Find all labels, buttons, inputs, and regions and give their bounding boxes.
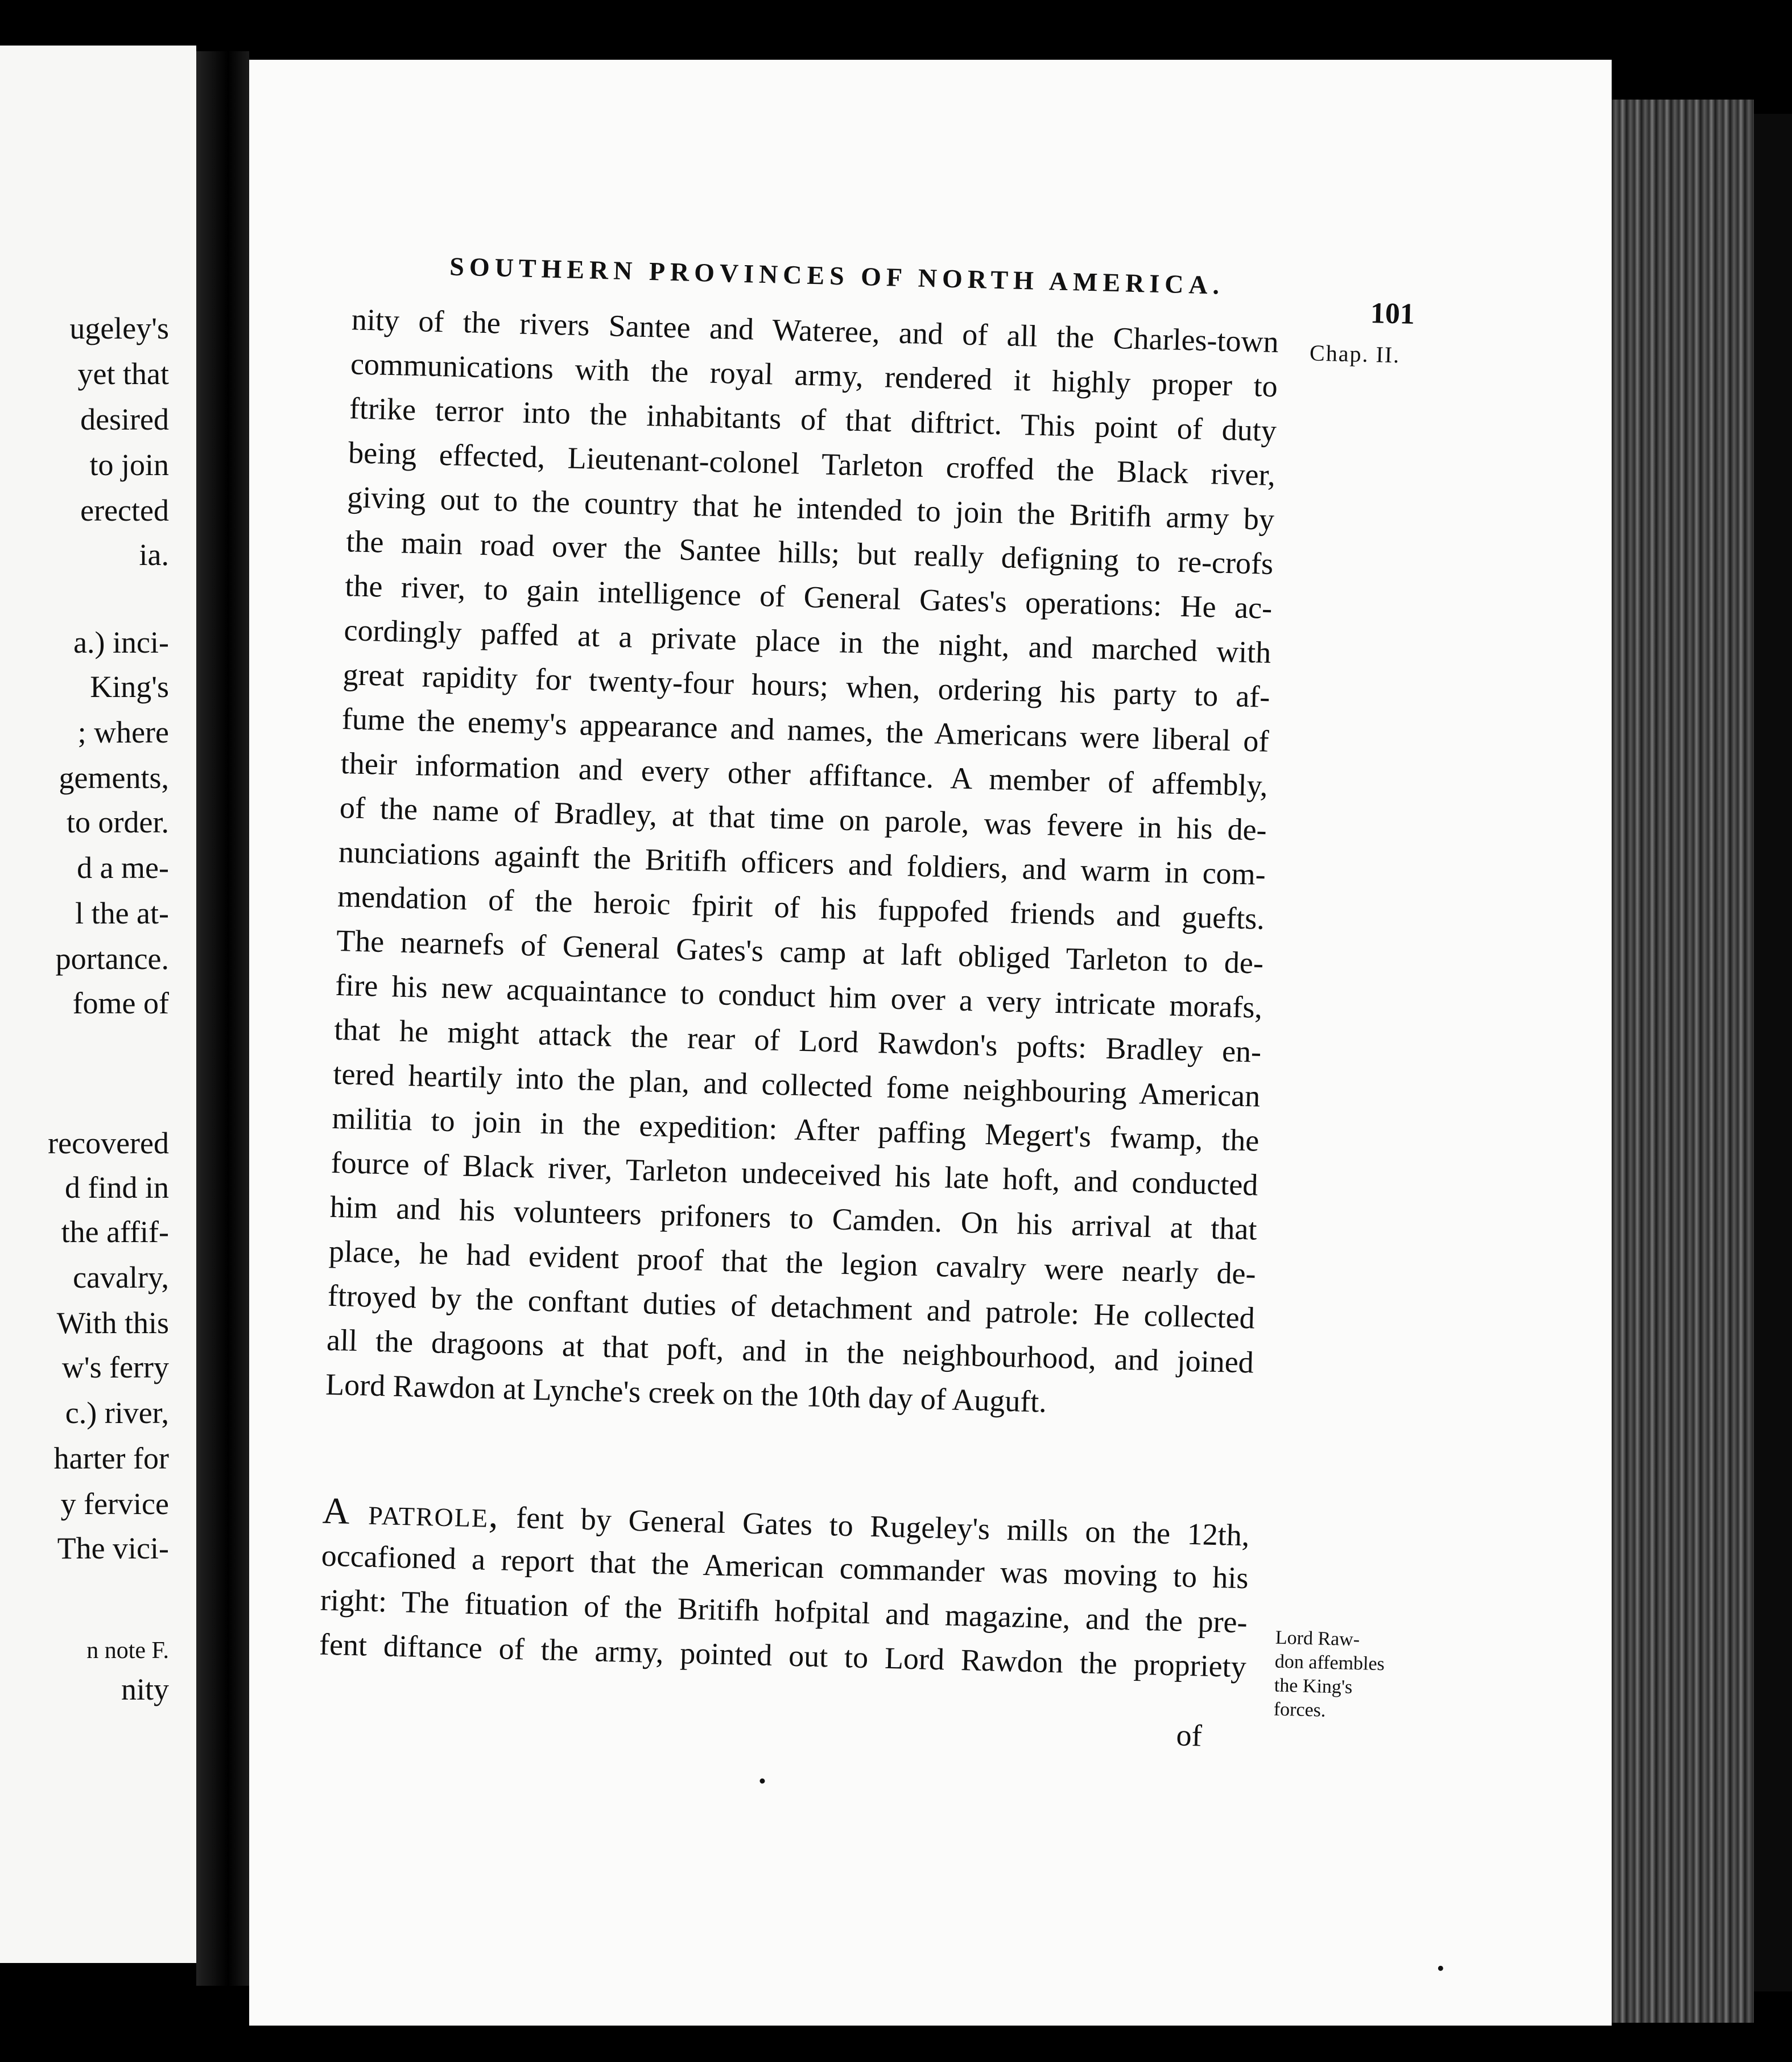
left-page-fragment: cavalry, xyxy=(73,1260,169,1294)
left-page-fragment: desired xyxy=(80,402,169,436)
left-page-fragment: d find in xyxy=(65,1170,169,1205)
text-line: occafioned a report that the American commander was moving to his xyxy=(321,1538,1249,1595)
margin-note-line: don affembles xyxy=(1274,1651,1385,1675)
text-line: all the dragoons at that poft, and in the neighbourhood, and joined xyxy=(326,1322,1254,1380)
left-page-fragment: w's ferry xyxy=(61,1350,169,1384)
text-line: giving out to the country that he intended to join the Britifh army by xyxy=(346,480,1275,537)
text-line: A patrole, fent by General Gates to Rugeley's mills on the 12th, xyxy=(321,1490,1250,1553)
text-line: place, he had evident proof that the legion cavalry were nearly de- xyxy=(328,1234,1257,1291)
paragraph-lead-in: A patrole, xyxy=(321,1490,500,1536)
text-line: nunciations againft the Britifh officers and foldiers, and warm in com- xyxy=(338,834,1266,892)
text-line: Lord Rawdon at Lynche's creek on the 10th day of Auguft. xyxy=(325,1367,1047,1419)
left-page-fragment: recovered xyxy=(48,1126,169,1160)
left-page-fragment: ; where xyxy=(77,715,169,749)
left-page-fragment: The vici- xyxy=(57,1531,169,1565)
left-page-fragment: the affif- xyxy=(61,1215,169,1249)
left-page-fragment: a.) inci- xyxy=(73,625,169,659)
text-line: ftrike terror into the inhabitants of that diftrict. This point of duty xyxy=(349,391,1277,448)
left-page-fragment: c.) river, xyxy=(65,1396,169,1430)
text-line: right: The fituation of the Britifh hofpital and magazine, and the pre- xyxy=(320,1582,1248,1640)
text-line: that he might attack the rear of Lord Rawdon's pofts: Bradley en- xyxy=(333,1012,1262,1069)
text-line: fent diftance of the army, pointed out to Lord Rawdon the propriety xyxy=(319,1627,1247,1684)
left-page-fragment: to order. xyxy=(67,805,169,839)
text-line: cordingly paffed at a private place in the night, and marched with xyxy=(343,613,1271,670)
text-line: being effected, Lieutenant-colonel Tarleton croffed the Black river, xyxy=(348,435,1276,493)
text-line: The nearnefs of General Gates's camp at laft obliged Tarleton to de- xyxy=(336,923,1264,980)
left-page-fragment: gements, xyxy=(59,761,169,795)
margin-note-line: forces. xyxy=(1273,1698,1326,1721)
text-line: militia to join in the expedition: After paffing Megert's fwamp, the xyxy=(332,1100,1260,1158)
running-header: SOUTHERN PROVINCES OF NORTH AMERICA. xyxy=(449,251,1225,300)
left-page-fragment: fome of xyxy=(72,986,169,1020)
left-page-fragment: King's xyxy=(90,670,169,704)
left-page-fragment: to join xyxy=(89,448,169,482)
text-line: the main road over the Santee hills; but really defigning to re-crofs xyxy=(345,524,1274,581)
ink-speck xyxy=(1438,1966,1443,1971)
page-stack-edge xyxy=(1612,100,1754,2023)
left-page-catchword: nity xyxy=(121,1672,169,1706)
text-line: nity of the rivers Santee and Wateree, and of all the Charles-town xyxy=(351,302,1279,360)
page-number: 101 xyxy=(1370,297,1415,331)
text-line: the river, to gain intelligence of General Gates's operations: He ac- xyxy=(344,568,1273,625)
margin-note-line: Lord Raw- xyxy=(1275,1627,1360,1651)
paragraph-2 xyxy=(319,1489,1250,1689)
catchword: of xyxy=(1175,1718,1203,1753)
left-page-fragment: d a me- xyxy=(77,851,169,885)
left-page-fragment: yet that xyxy=(77,357,169,391)
margin-note-line: the King's xyxy=(1274,1675,1353,1698)
background-shadow xyxy=(1754,114,1792,1991)
paragraph-1 xyxy=(325,297,1279,1429)
text-line: communications with the royal army, rendered it highly proper to xyxy=(350,347,1278,404)
page-content xyxy=(225,42,1636,2040)
right-page xyxy=(249,60,1612,2026)
margin-note xyxy=(1273,1626,1406,1725)
text-line: ftroyed by the conftant duties of detachment and patrole: He collected xyxy=(327,1278,1256,1335)
left-facing-page xyxy=(0,46,196,1963)
chapter-marker: Chap. II. xyxy=(1309,340,1401,368)
left-page-fragment: harter for xyxy=(53,1441,169,1475)
left-page-fragment: With this xyxy=(56,1306,169,1340)
text-line: fource of Black river, Tarleton undeceived his late hoft, and conducted xyxy=(331,1145,1259,1202)
text-line: great rapidity for twenty-four hours; when, ordering his party to af- xyxy=(342,657,1271,714)
left-page-fragment: ia. xyxy=(139,538,169,572)
text-line: mendation of the heroic fpirit of his fuppofed friends and guefts. xyxy=(337,879,1265,936)
left-page-fragment: l the at- xyxy=(75,896,169,930)
left-page-footnote-fragment: n note F. xyxy=(86,1638,169,1664)
text-line: fire his new acquaintance to conduct him over a very intricate morafs, xyxy=(335,967,1263,1025)
left-page-fragment: ugeley's xyxy=(69,311,169,345)
left-page-fragment: portance. xyxy=(55,942,169,976)
text-line: of the name of Bradley, at that time on parole, was fevere in his de- xyxy=(339,790,1267,847)
text-line: him and his volunteers prifoners to Camden. On his arrival at that xyxy=(329,1189,1258,1247)
left-page-fragment: erected xyxy=(80,493,169,527)
left-page-fragment: y fervice xyxy=(60,1487,169,1521)
text-line: tered heartily into the plan, and collected fome neighbouring American xyxy=(332,1056,1261,1114)
text-line: fume the enemy's appearance and names, the Americans were liberal of xyxy=(341,702,1270,758)
ink-speck xyxy=(759,1779,765,1784)
text-line: their information and every other affiftance. A member of affembly, xyxy=(340,746,1269,803)
